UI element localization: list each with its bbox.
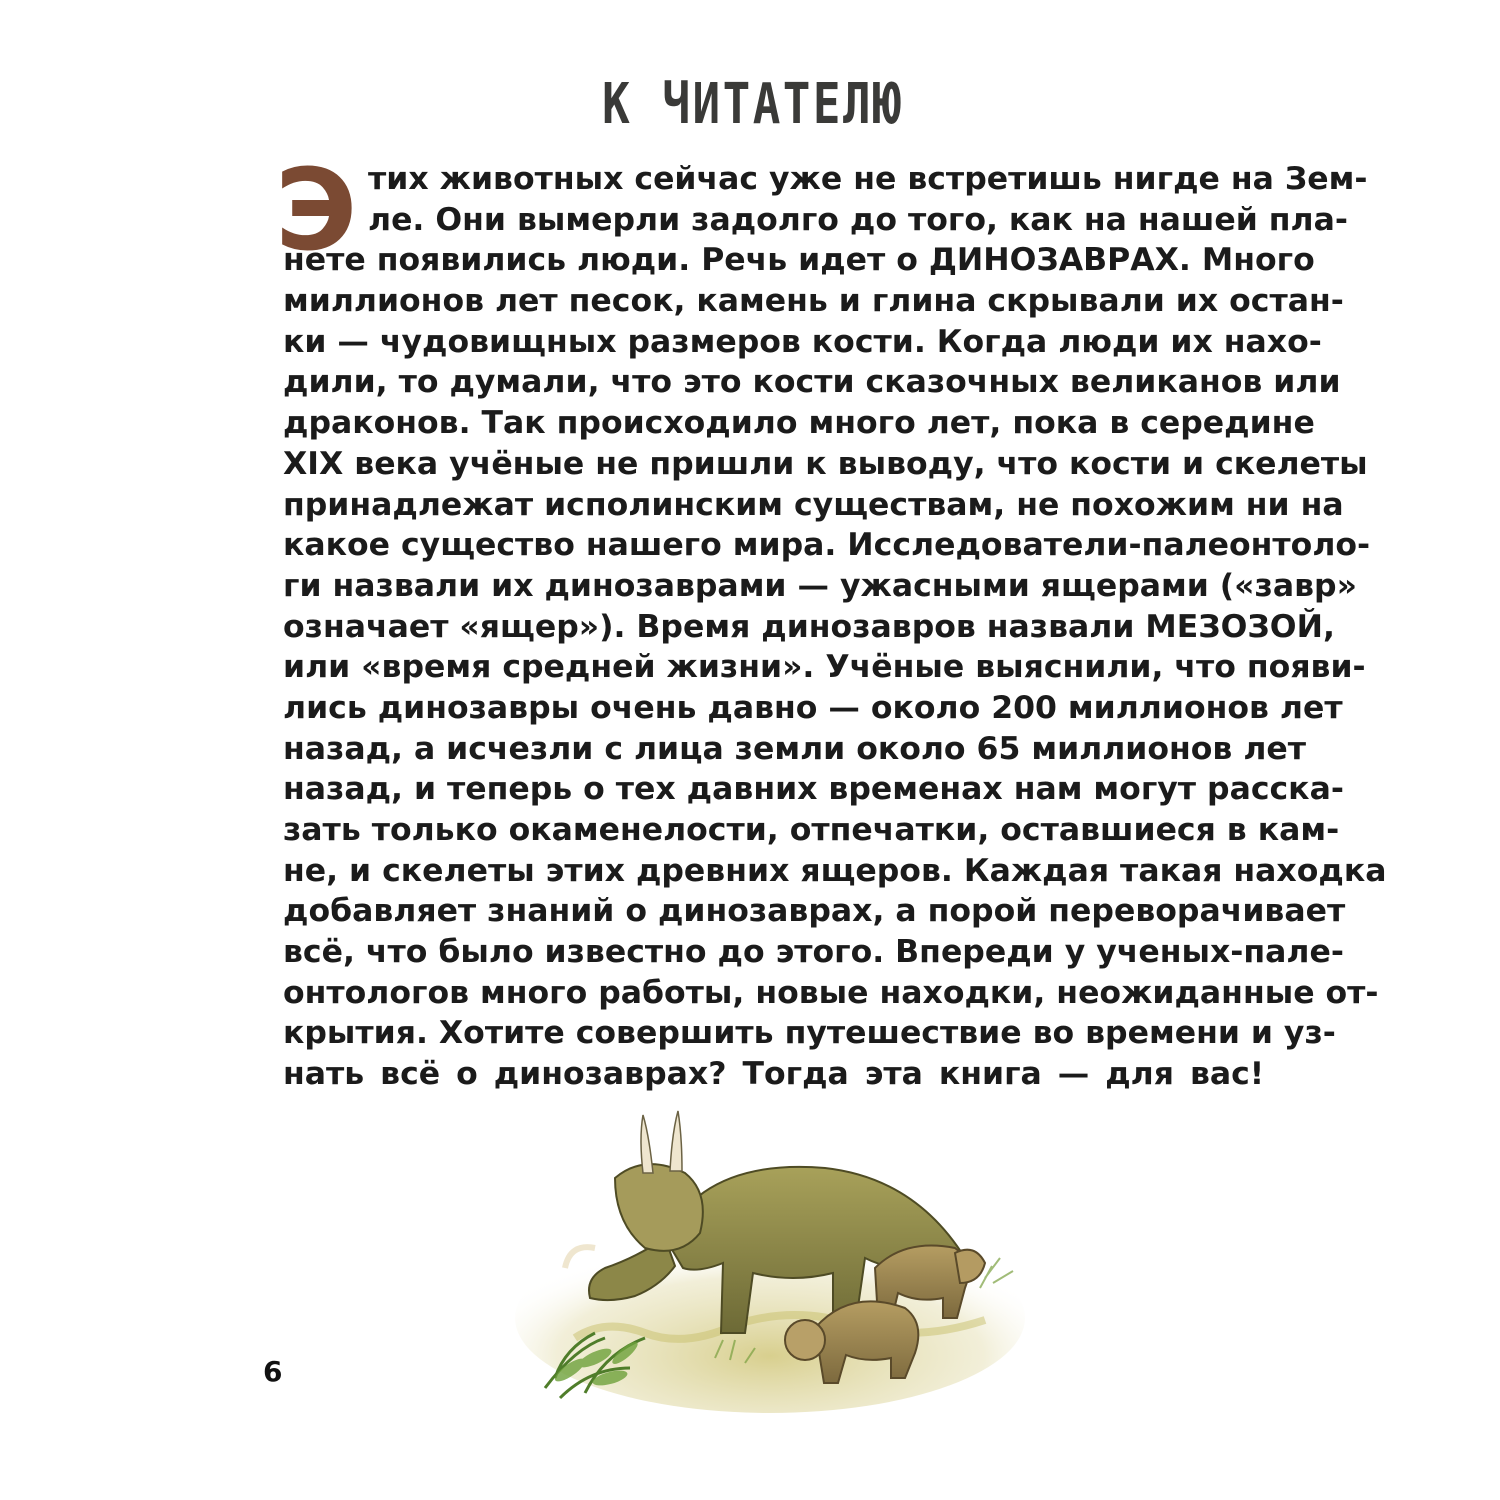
text-line: миллионов лет песок, камень и глина скрывали их остан- — [283, 283, 1344, 320]
text-line: или «время средней жизни». Учёные выяснили, что появи- — [283, 649, 1366, 686]
text-line: драконов. Так происходило много лет, пока в середине — [283, 405, 1315, 442]
text-line: нать всё о динозаврах? Тогда эта книга — для вас! — [283, 1056, 1265, 1093]
triceratops-illustration — [515, 1108, 1025, 1413]
text-line: дили, то думали, что это кости сказочных великанов или — [283, 364, 1341, 401]
text-line: XIX века учёные не пришли к выводу, что кости и скелеты — [283, 445, 1368, 482]
text-line: лись динозавры очень давно — около 200 миллионов лет — [283, 689, 1343, 726]
text-line: принадлежат исполинским существам, не похожим ни на — [283, 486, 1344, 523]
text-line: не, и скелеты этих древних ящеров. Каждая такая находка — [283, 852, 1387, 889]
text-line: добавляет знаний о динозаврах, а порой переворачивает — [283, 893, 1346, 930]
text-line: тих животных сейчас уже не встретишь нигде на Зем- — [368, 161, 1368, 197]
page-number: 6 — [263, 1355, 283, 1388]
text-line: назад, а исчезли с лица земли около 65 миллионов лет — [283, 730, 1307, 767]
drop-cap-letter: Э — [275, 146, 358, 276]
text-line: какое существо нашего мира. Исследователи-палеонтоло- — [283, 527, 1371, 564]
text-line: ки — чудовищных размеров кости. Когда люди их нахо- — [283, 323, 1322, 360]
page-title: К ЧИТАТЕЛЮ — [602, 72, 904, 137]
intro-paragraph — [275, 146, 1387, 1095]
text-line: зать только окаменелости, отпечатки, оставшиеся в кам- — [283, 812, 1340, 848]
text-line: крытия. Хотите совершить путешествие во времени и уз- — [283, 1015, 1336, 1052]
text-line: всё, что было известно до этого. Впереди у ученых-пале- — [283, 934, 1344, 971]
text-line: означает «ящер»). Время динозавров назвали МЕЗОЗОЙ, — [283, 608, 1335, 645]
text-line: ги назвали их динозаврами — ужасными ящерами («завр» — [283, 567, 1357, 604]
text-line: ле. Они вымерли задолго до того, как на нашей пла- — [368, 201, 1348, 238]
text-line: онтологов много работы, новые находки, неожиданные от- — [283, 974, 1379, 1011]
text-line: назад, и теперь о тех давних временах нам могут расска- — [283, 771, 1344, 808]
text-line: нете появились люди. Речь идет о ДИНОЗАВРАХ. Много — [283, 242, 1315, 279]
